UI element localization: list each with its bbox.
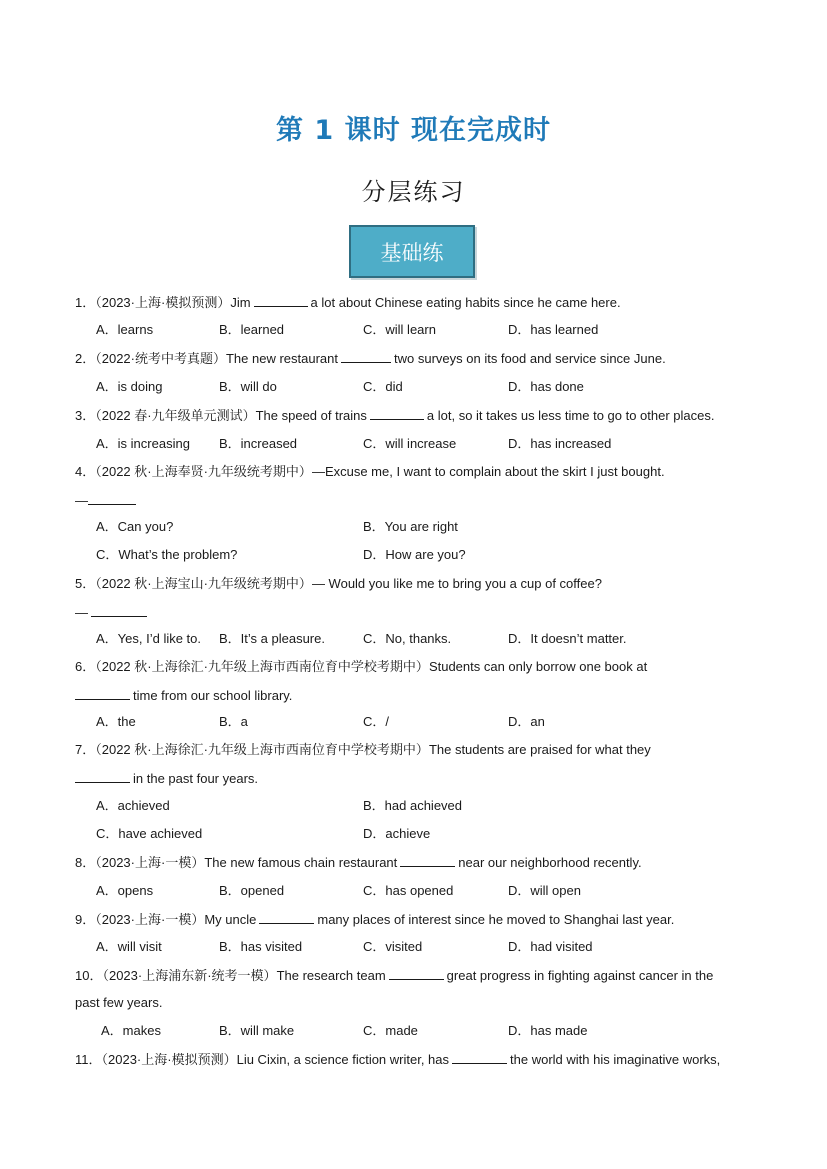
option[interactable]: B．had achieved [363,798,463,813]
option[interactable]: C．will increase [363,436,457,451]
question-7 [75,742,651,758]
question-text: time from our school library. [133,688,293,703]
option[interactable]: B．a [219,714,248,729]
answer-blank[interactable] [259,911,314,924]
option[interactable]: B．increased [219,436,298,451]
question-number: 11． [75,1052,102,1067]
question-text: Jim [230,295,251,310]
option[interactable]: B．You are right [363,519,458,534]
question-6-cont [75,687,292,704]
question-6 [75,659,647,675]
question-3 [75,407,715,424]
question-text: two surveys on its food and service since June. [394,351,666,366]
option[interactable]: C．No, thanks. [363,631,452,646]
answer-blank[interactable] [75,687,130,700]
question-11 [75,1051,720,1068]
option[interactable]: C．has opened [363,883,454,898]
option[interactable]: B．will make [219,1023,295,1038]
option[interactable]: D．achieve [363,826,431,841]
option[interactable]: A．will visit [96,939,162,954]
option[interactable]: B．opened [219,883,285,898]
question-5-reply [75,604,150,621]
question-1 [75,294,621,311]
question-text: in the past four years. [133,771,259,786]
option[interactable]: B．It’s a pleasure. [219,631,325,646]
option[interactable]: C．visited [363,939,423,954]
question-text: The new famous chain restaurant [204,855,398,870]
option[interactable]: D．will open [508,883,581,898]
option[interactable]: D．an [508,714,545,729]
question-source: （2023·上海浦东新·统考一模） [102,968,277,983]
dash: — [75,493,88,508]
question-text: Liu Cixin, a science fiction writer, has [236,1052,450,1067]
answer-blank[interactable] [75,770,130,783]
question-number: 2． [75,351,96,366]
question-number: 8． [75,855,96,870]
question-source: （2022 秋·上海徐汇·九年级上海市西南位育中学校考期中） [95,742,429,757]
question-source: （2022 秋·上海徐汇·九年级上海市西南位育中学校考期中） [95,659,429,674]
question-source: （2022·统考中考真题） [95,351,226,366]
answer-blank[interactable] [370,407,424,420]
question-number: 6． [75,659,96,674]
question-number: 9． [75,912,96,927]
answer-blank[interactable] [452,1051,507,1064]
answer-blank[interactable] [400,854,455,867]
question-text: The research team [276,968,386,983]
question-source: （2023·上海·一模） [95,912,205,927]
question-number: 10． [75,968,103,983]
page-subtitle: 分层练习 [361,178,466,206]
question-10 [75,967,713,984]
question-source: （2022 春·九年级单元测试） [95,408,256,423]
question-5 [75,576,602,592]
option[interactable]: D．It doesn’t matter. [508,631,627,646]
option[interactable]: C．will learn [363,322,436,337]
question-text: the world with his imaginative works, [510,1052,721,1067]
option[interactable]: D．had visited [508,939,593,954]
question-number: 1． [75,295,96,310]
dash: — [75,605,88,620]
option[interactable]: D．has learned [508,322,599,337]
option[interactable]: A．is increasing [96,436,190,451]
option[interactable]: A．the [96,714,136,729]
question-text: Students can only borrow one book at [428,659,648,674]
question-9 [75,911,674,928]
question-text: My uncle [204,912,257,927]
option[interactable]: A．makes [101,1023,161,1038]
option[interactable]: A．learns [96,322,154,337]
page-title: 第 1 课时 现在完成时 [276,115,551,146]
question-10-cont: past few years. [75,995,163,1010]
option[interactable]: C．/ [363,714,390,729]
question-number: 4． [75,464,96,479]
question-text: — Would you like me to bring you a cup of coffee? [311,576,602,591]
answer-blank[interactable] [341,350,391,363]
question-text: a lot about Chinese eating habits since he came here. [310,295,621,310]
question-text: The speed of trains [255,408,367,423]
option[interactable]: B．has visited [219,939,303,954]
question-text: The new restaurant [225,351,338,366]
question-8 [75,854,642,871]
option[interactable]: C．What’s the problem? [96,547,238,562]
option[interactable]: D．How are you? [363,547,466,562]
section-label: 基础练 [380,240,444,265]
option[interactable]: D．has increased [508,436,612,451]
option[interactable]: B．will do [219,379,277,394]
option[interactable]: D．has done [508,379,584,394]
answer-blank[interactable] [254,294,308,307]
question-number: 5． [75,576,96,591]
question-source: （2023·上海·模拟预测） [95,295,231,310]
question-2 [75,350,666,367]
question-number: 7． [75,742,96,757]
question-text: near our neighborhood recently. [458,855,642,870]
question-text: The students are praised for what they [428,742,651,757]
option[interactable]: A．Yes, I’d like to. [96,631,202,646]
question-text: many places of interest since he moved to Shanghai last year. [317,912,675,927]
section-badge [349,225,475,278]
option[interactable]: B．learned [219,322,285,337]
option[interactable]: A．is doing [96,379,163,394]
question-4 [75,464,665,480]
question-7-cont [75,770,258,787]
question-text: a lot, so it takes us less time to go to other places. [426,408,715,423]
question-text: —Excuse me, I want to complain about the skirt I just bought. [311,464,665,479]
question-4-reply [75,492,139,509]
question-text: great progress in fighting against cancer in the [446,968,714,983]
question-source: （2022 秋·上海宝山·九年级统考期中） [95,576,312,591]
question-source: （2022 秋·上海奉贤·九年级统考期中） [95,464,312,479]
question-number: 3． [75,408,96,423]
option[interactable]: C．have achieved [96,826,203,841]
option[interactable]: A．opens [96,883,154,898]
option[interactable]: D．has made [508,1023,588,1038]
option[interactable]: C．made [363,1023,418,1038]
answer-blank[interactable] [389,967,444,980]
question-source: （2023·上海·模拟预测） [101,1052,237,1067]
answer-blank[interactable] [91,604,147,617]
answer-blank[interactable] [88,492,136,505]
option[interactable]: A．achieved [96,798,170,813]
option[interactable]: A．Can you? [96,519,174,534]
option[interactable]: C．did [363,379,403,394]
question-source: （2023·上海·一模） [95,855,205,870]
